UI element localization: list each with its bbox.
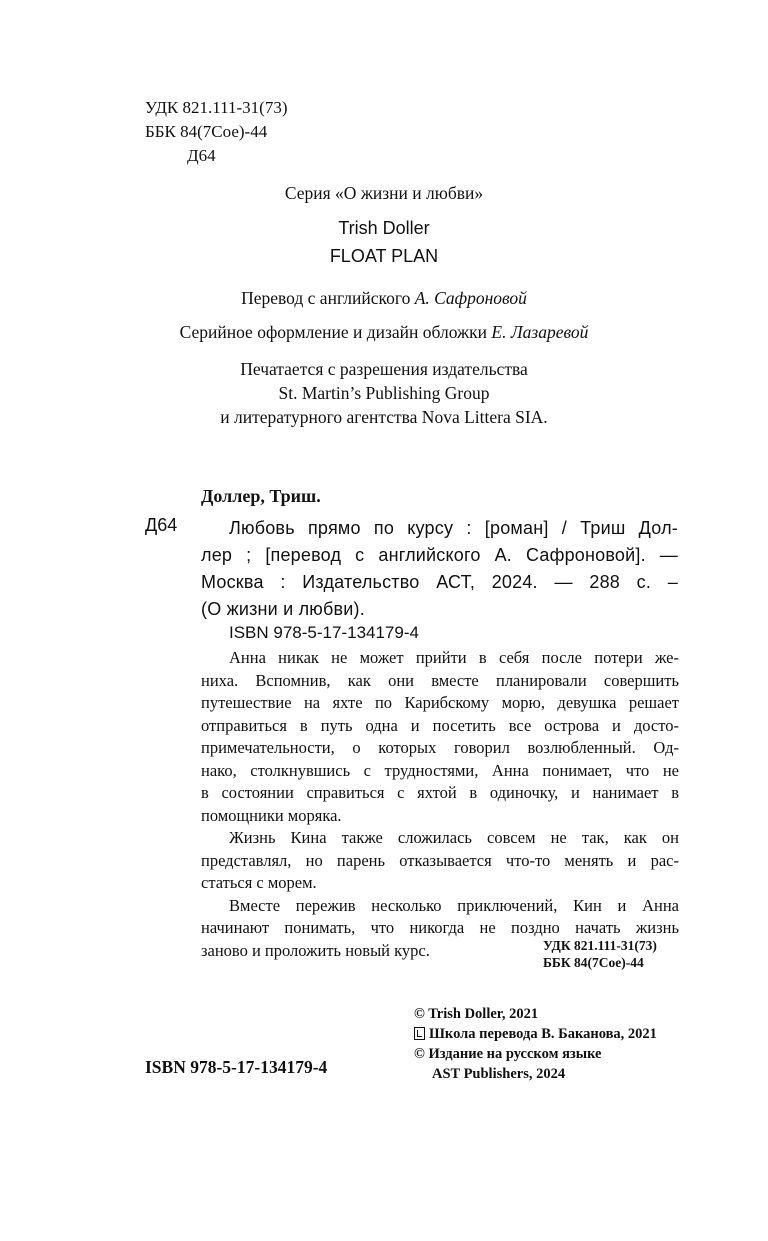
- bibliography-line: Москва : Издательство АСТ, 2024. — 288 с. –: [201, 572, 678, 592]
- copyright-block: [414, 1004, 657, 1084]
- design-prefix: Серийное оформление и дизайн обложки: [179, 322, 492, 342]
- design-credit: [0, 322, 768, 343]
- annotation-line: путешествие на яхте по Карибскому морю, девушка решает: [201, 693, 679, 712]
- annotation-line: нако, столкнувшись с трудностями, Анна понимает, что не: [201, 760, 679, 780]
- annotation-line: в состоянии справиться с яхтой в одиночку, и нанимает в: [201, 783, 679, 802]
- udk-code: УДК 821.111-31(73): [145, 98, 288, 117]
- copyright-author: © Trish Doller, 2021: [414, 1006, 539, 1022]
- bibliography-line: лер ; [перевод с английского А. Сафроновой]. —: [201, 545, 678, 565]
- original-author: Trish Doller: [338, 218, 430, 238]
- annotation-line: представлял, но парень отказывается что-то менять и рас-: [201, 850, 679, 870]
- copyright-russian-edition: © Издание на русском языке: [414, 1046, 602, 1062]
- translation-credit: [0, 288, 768, 309]
- bibliography-line: Любовь прямо по курсу : [роман] / Триш Дол-: [229, 518, 678, 538]
- annotation-line: заново и проложить новый курс.: [201, 940, 430, 960]
- annotation: [201, 647, 679, 962]
- bibliography-description: [201, 515, 678, 623]
- annotation-line: ниха. Вспомнив, как они вместе планировали совершить: [201, 670, 679, 690]
- bibliography-line: (О жизни и любви).: [201, 599, 365, 619]
- annotation-line: Вместе пережив несколько приключений, Кин и Анна: [229, 895, 679, 915]
- bibliography-isbn: ISBN 978-5-17-134179-4: [229, 623, 419, 642]
- annotation-line: Жизнь Кина также сложилась совсем не так, как он: [229, 828, 679, 847]
- copyright-publisher: AST Publishers, 2024: [432, 1066, 566, 1082]
- translation-school-text: Школа перевода В. Баканова, 2021: [429, 1026, 657, 1042]
- bibliography-code: Д64: [145, 515, 178, 535]
- annotation-line: примечательности, о которых говорил возлюбленный. Од-: [201, 738, 679, 757]
- isbn-bottom: ISBN 978-5-17-134179-4: [145, 1057, 328, 1077]
- translation-school-logo-icon: [414, 1027, 425, 1040]
- permission-line-1: Печатается с разрешения издательства: [240, 359, 528, 379]
- translation-prefix: Перевод с английского: [241, 288, 415, 308]
- copyright-translation-school: [414, 1024, 657, 1044]
- original-title: FLOAT PLAN: [329, 246, 439, 266]
- udk-code-right: УДК 821.111-31(73): [543, 938, 657, 953]
- annotation-line: Анна никак не может прийти в себя после потери же-: [229, 648, 679, 667]
- translator-name: А. Сафроновой: [414, 288, 527, 308]
- bibliography-heading: Доллер, Триш.: [201, 486, 321, 506]
- classification-codes-right: [543, 937, 657, 971]
- bbk-code-right: ББК 84(7Сое)-44: [543, 955, 644, 970]
- author-mark: Д64: [187, 146, 216, 165]
- permission-line-3: и литературного агентства Nova Littera SIA.: [220, 407, 548, 427]
- annotation-line: отправиться в путь одна и посетить все острова и досто-: [201, 715, 679, 735]
- classification-codes: [145, 96, 287, 168]
- annotation-line: помощники моряка.: [201, 805, 342, 825]
- designer-name: Е. Лазаревой: [491, 322, 589, 342]
- permission-line-2: St. Martin’s Publishing Group: [278, 383, 490, 403]
- bbk-code: ББК 84(7Сое)-44: [145, 122, 268, 141]
- series-line: Серия «О жизни и любви»: [284, 183, 484, 203]
- annotation-line: начинают понимать, что никогда не поздно начать жизнь: [201, 918, 679, 937]
- permission-notice: [0, 357, 768, 429]
- annotation-line: статься с морем.: [201, 873, 317, 892]
